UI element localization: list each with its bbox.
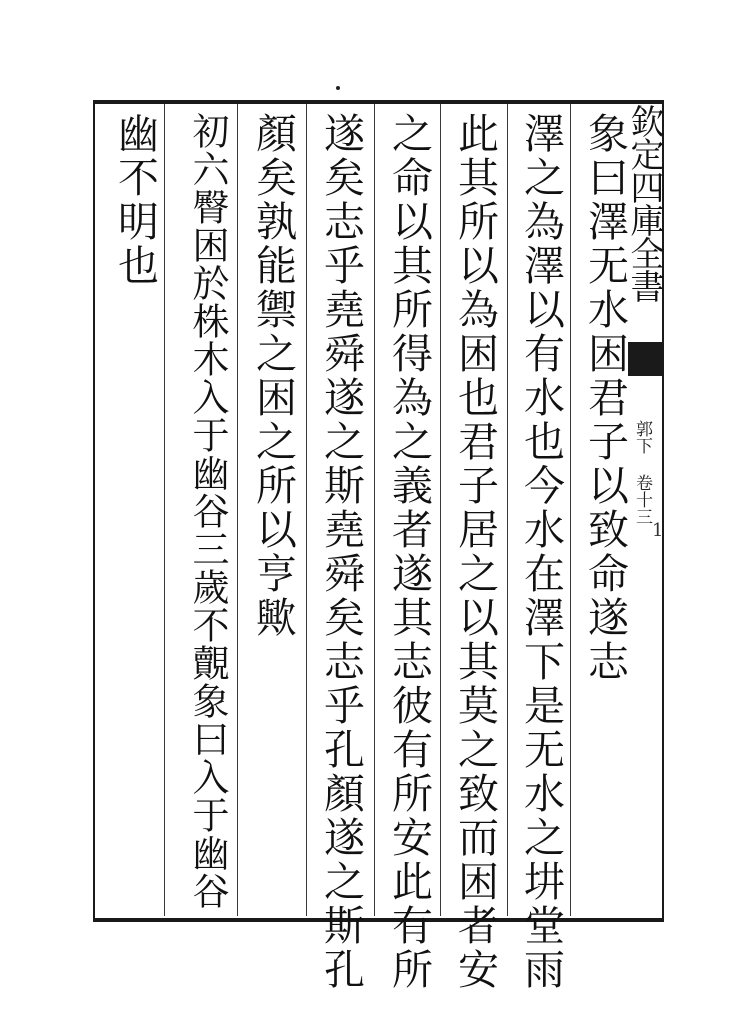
ink-speck <box>336 86 340 90</box>
column-divider <box>306 104 307 916</box>
column-divider <box>440 104 441 916</box>
column-divider <box>374 104 375 916</box>
text-column-3: 此其所以為困也君子居之以其莫之致而困者安 <box>451 112 499 992</box>
text-column-6: 顏矣孰能禦之困之所以亨歟 <box>249 112 297 640</box>
text-column-7: 初六臀困於株木入于幽谷三歲不覿象曰入于幽谷 <box>186 112 229 910</box>
text-column-5: 遂矣志乎堯舜遂之斯堯舜矣志乎孔顏遂之斯孔 <box>317 112 365 992</box>
text-column-8: 幽不明也 <box>111 112 159 288</box>
chapter-label: 郭下 卷十三 <box>632 420 652 525</box>
text-column-1: 象曰澤无水困君子以致命遂志 <box>581 112 629 684</box>
text-column-4: 之命以其所得為之義者遂其志彼有所安此有所 <box>385 112 433 992</box>
column-divider <box>507 104 508 916</box>
page-number: 1 <box>652 520 664 541</box>
text-column-2: 澤之為澤以有水也今水在澤下是无水之㘫堂雨 <box>517 112 565 992</box>
book-title: 欽定四庫全書 <box>624 104 664 302</box>
